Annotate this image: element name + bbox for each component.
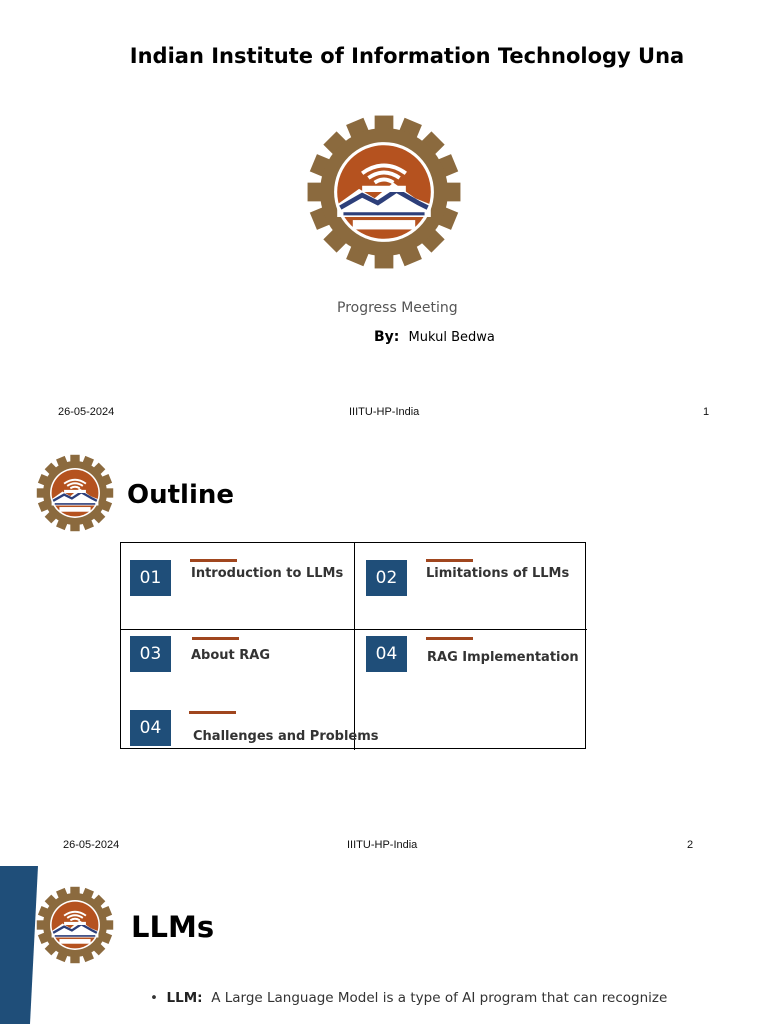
by-label: By: xyxy=(374,329,400,345)
bullet-item xyxy=(150,990,667,1006)
item-number-badge: 04 xyxy=(366,636,407,672)
author-name: Mukul Bedwa xyxy=(408,330,495,345)
footer-center: IIITU-HP-India xyxy=(347,839,418,851)
item-number-badge: 01 xyxy=(130,560,171,596)
slide-outline xyxy=(0,432,768,862)
accent-line xyxy=(190,559,237,562)
slide-heading: Outline xyxy=(127,480,235,510)
accent-line xyxy=(426,559,473,562)
outline-grid xyxy=(120,542,586,749)
institute-logo xyxy=(36,454,114,532)
outline-item-label: Challenges and Problems xyxy=(193,729,379,744)
subtitle: Progress Meeting xyxy=(337,300,458,316)
item-number-badge: 02 xyxy=(366,560,407,596)
footer-date: 26-05-2024 xyxy=(63,839,120,851)
grid-divider xyxy=(354,543,355,750)
outline-item-label: About RAG xyxy=(191,648,271,663)
accent-line xyxy=(189,711,236,714)
grid-divider xyxy=(121,629,587,630)
institute-title: Indian Institute of Information Technology Una xyxy=(129,44,685,68)
slide-llms xyxy=(0,864,768,1024)
bullet-text: A Large Language Model is a type of AI program that can recognize xyxy=(211,990,668,1006)
bullet-dot: • xyxy=(150,990,167,1006)
accent-line xyxy=(426,637,473,640)
blue-side-bar xyxy=(0,864,40,1024)
institute-logo xyxy=(36,886,114,964)
footer-page-number: 1 xyxy=(703,406,710,418)
footer-date: 26-05-2024 xyxy=(58,406,115,418)
outline-item-label: RAG Implementation xyxy=(427,650,579,665)
institute-logo xyxy=(306,114,462,270)
outline-item-label: Limitations of LLMs xyxy=(426,566,570,581)
footer-center: IIITU-HP-India xyxy=(349,406,420,418)
author-line xyxy=(374,326,495,345)
accent-line xyxy=(192,637,239,640)
item-number-badge: 03 xyxy=(130,636,171,672)
slide-title xyxy=(0,0,768,430)
item-number-badge: 04 xyxy=(130,710,171,746)
slide-heading: LLMs xyxy=(131,910,215,944)
footer-page-number: 2 xyxy=(687,839,694,851)
outline-item-label: Introduction to LLMs xyxy=(191,566,344,581)
bullet-term: LLM: xyxy=(166,990,203,1006)
